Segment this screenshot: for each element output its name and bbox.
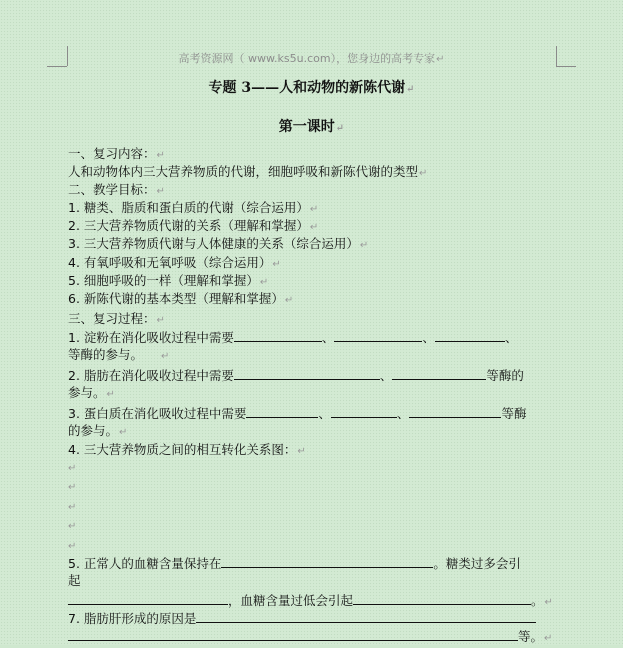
question-text: 。 (531, 593, 544, 608)
heading-text: 一、复习内容： (68, 146, 156, 161)
return-mark: ↵ (106, 389, 115, 400)
goal-item (68, 272, 268, 292)
question-text: 7. 脂肪肝形成的原因是 (68, 611, 197, 626)
answer-blank[interactable] (435, 328, 505, 342)
return-mark: ↵ (335, 123, 345, 134)
return-mark: ↵ (68, 463, 77, 474)
return-mark: ↵ (161, 351, 170, 362)
answer-blank[interactable] (392, 366, 486, 380)
question-3 (68, 404, 526, 423)
return-mark: ↵ (406, 84, 415, 95)
answer-blank[interactable] (334, 328, 422, 342)
page-header-text: 高考资源网（ www.ks5u.com），您身边的高考专家 (178, 52, 436, 65)
question-1-continued (68, 346, 169, 366)
review-content-heading (68, 145, 165, 165)
crop-mark-top-left-h (47, 66, 67, 67)
return-mark: ↵ (544, 597, 553, 608)
goal-item (68, 217, 318, 237)
document-subtitle-text: 第一课时 (278, 119, 335, 135)
crop-mark-top-right-h (556, 66, 576, 67)
question-text: 等酶的 (486, 368, 524, 383)
answer-blank[interactable] (221, 554, 433, 568)
question-1 (68, 328, 517, 347)
answer-blank[interactable] (234, 328, 322, 342)
question-4 (68, 441, 306, 461)
return-mark: ↵ (68, 482, 77, 493)
question-text: 等酶 (501, 406, 527, 421)
goal-text: 3. 三大营养物质代谢与人体健康的关系（综合运用） (68, 236, 359, 251)
answer-blank[interactable] (196, 609, 536, 623)
separator: 、 (318, 406, 331, 421)
return-mark: ↵ (68, 502, 77, 513)
question-text: 5. 正常人的血糖含量保持在 (68, 556, 222, 571)
return-mark: ↵ (119, 427, 128, 438)
question-3-continued (68, 422, 127, 442)
answer-blank[interactable] (68, 627, 518, 641)
answer-blank[interactable] (331, 404, 397, 418)
document-subtitle (0, 116, 623, 136)
goal-text: 6. 新陈代谢的基本类型（理解和掌握） (68, 291, 284, 306)
return-mark: ↵ (156, 315, 165, 326)
goals-heading (68, 181, 165, 201)
paragraph-text: 人和动物体内三大营养物质的代谢，细胞呼吸和新陈代谢的类型 (68, 164, 419, 179)
answer-blank[interactable] (68, 591, 228, 605)
return-mark: ↵ (156, 186, 165, 197)
question-text: 参与。 (68, 385, 106, 400)
goal-text: 1. 糖类、脂质和蛋白质的代谢（综合运用） (68, 200, 309, 215)
question-text: 等酶的参与。 (68, 347, 144, 362)
question-2 (68, 366, 524, 385)
question-text: ，血糖含量过低会引起 (228, 593, 354, 608)
return-mark: ↵ (272, 259, 281, 270)
return-mark: ↵ (68, 541, 77, 552)
separator: 、 (379, 368, 393, 383)
question-2-continued (68, 384, 115, 404)
separator: 、 (396, 406, 410, 421)
separator: 、 (504, 330, 518, 345)
return-mark: ↵ (284, 295, 294, 306)
page-header (0, 50, 623, 66)
return-mark: ↵ (544, 633, 553, 644)
question-text: 1. 淀粉在消化吸收过程中需要 (68, 330, 234, 345)
question-text: 等。 (518, 629, 544, 644)
question-5-continued (68, 572, 81, 590)
document-title (0, 77, 623, 97)
separator: 、 (321, 330, 335, 345)
answer-blank[interactable] (353, 591, 531, 605)
question-text: 2. 脂肪在消化吸收过程中需要 (68, 368, 234, 383)
return-mark: ↵ (297, 446, 306, 457)
goal-item (68, 235, 368, 255)
goal-item (68, 254, 281, 274)
question-text: 4. 三大营养物质之间的相互转化关系图： (68, 442, 297, 457)
heading-text: 三、复习过程： (68, 311, 156, 326)
goal-text: 4. 有氧呼吸和无氧呼吸（综合运用） (68, 255, 272, 270)
return-mark: ↵ (68, 521, 77, 532)
heading-text: 二、教学目标： (68, 182, 156, 197)
return-mark: ↵ (436, 54, 445, 65)
answer-blank[interactable] (246, 404, 318, 418)
goal-text: 5. 细胞呼吸的一样（理解和掌握） (68, 273, 259, 288)
question-7 (68, 609, 536, 628)
goal-item (68, 199, 318, 219)
document-title-text: 专题 3——人和动物的新陈代谢 (208, 80, 406, 96)
answer-blank[interactable] (234, 366, 380, 380)
return-mark: ↵ (156, 150, 165, 161)
question-5 (68, 554, 521, 573)
process-heading (68, 310, 165, 330)
question-text: 3. 蛋白质在消化吸收过程中需要 (68, 406, 247, 421)
return-mark: ↵ (309, 204, 319, 215)
return-mark: ↵ (359, 240, 369, 251)
separator: 、 (422, 330, 435, 345)
answer-blank[interactable] (409, 404, 501, 418)
return-mark: ↵ (309, 222, 319, 233)
question-text: 起 (68, 573, 81, 588)
return-mark: ↵ (419, 168, 428, 179)
goal-text: 2. 三大营养物质代谢的关系（理解和掌握） (68, 218, 309, 233)
goal-item (68, 290, 293, 310)
review-content (68, 163, 427, 183)
question-text: 。糖类过多会引 (433, 556, 521, 571)
question-text: 的参与。 (68, 423, 119, 438)
return-mark: ↵ (259, 277, 269, 288)
